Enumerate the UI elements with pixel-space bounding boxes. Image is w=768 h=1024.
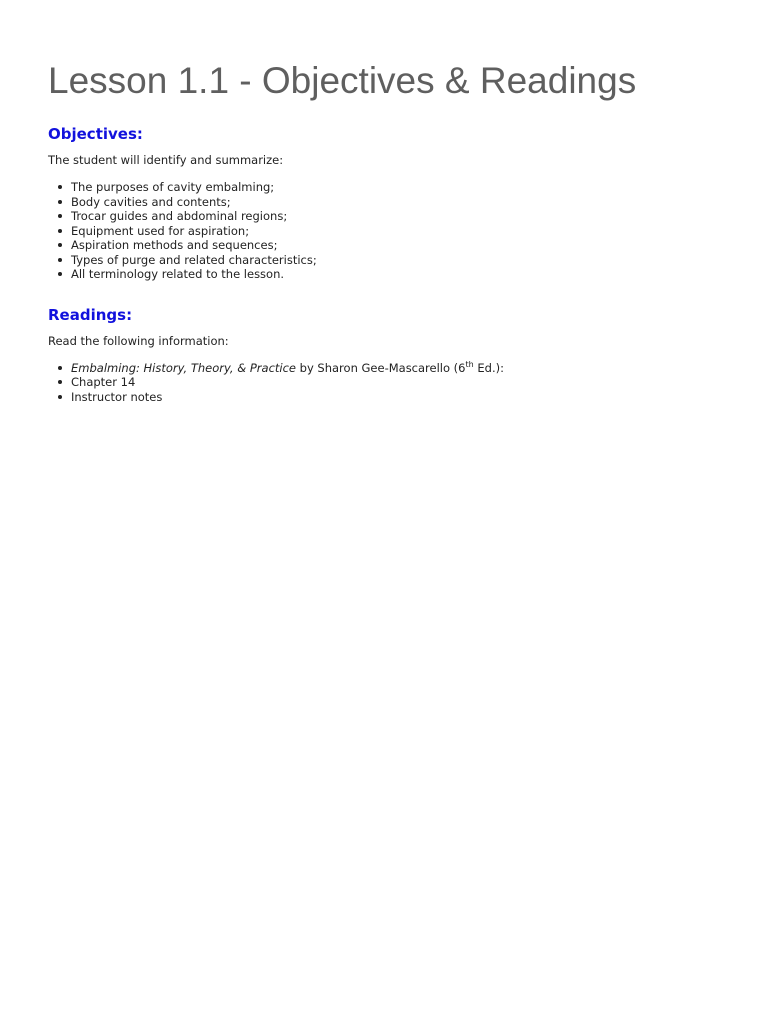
book-title: Embalming: History, Theory, & Practice: [71, 360, 296, 375]
objectives-heading: Objectives:: [48, 125, 143, 143]
bullet-icon: [58, 229, 62, 233]
book-author: by Sharon Gee-Mascarello (6: [296, 360, 466, 375]
objective-text: All terminology related to the lesson.: [71, 267, 285, 281]
objectives-list: [48, 180, 728, 282]
edition-close: Ed.):: [473, 360, 504, 375]
bullet-icon: [58, 258, 62, 262]
readings-heading: Readings:: [48, 305, 133, 324]
objective-item: [48, 253, 728, 268]
reading-item: [48, 390, 728, 405]
bullet-icon: [58, 214, 62, 218]
page-title: Lesson 1.1 - Objectives & Readings: [48, 60, 637, 101]
readings-list: [48, 361, 728, 405]
reading-text: Chapter 14: [71, 375, 136, 389]
objective-item: [48, 195, 728, 210]
objective-text: Types of purge and related characteristics;: [71, 252, 317, 267]
bullet-icon: [58, 380, 62, 384]
bullet-icon: [58, 200, 62, 204]
bullet-icon: [58, 366, 62, 370]
objective-item: [48, 238, 728, 253]
objective-text: Equipment used for aspiration;: [71, 223, 250, 238]
reading-item-book: [48, 361, 728, 376]
bullet-icon: [58, 243, 62, 247]
reading-item: [48, 375, 728, 390]
objectives-intro: The student will identify and summarize:: [48, 153, 284, 167]
objective-text: Body cavities and contents;: [71, 194, 231, 209]
objective-text: Aspiration methods and sequences;: [71, 238, 278, 252]
objective-item: [48, 209, 728, 224]
document-page: [48, 58, 728, 404]
objective-text: The purposes of cavity embalming;: [71, 180, 275, 194]
objective-item: [48, 267, 728, 282]
bullet-icon: [58, 272, 62, 276]
bullet-icon: [58, 395, 62, 399]
bullet-icon: [58, 185, 62, 189]
readings-intro: Read the following information:: [48, 333, 229, 348]
reading-text: Instructor notes: [71, 389, 163, 404]
objective-item: [48, 180, 728, 195]
objective-item: [48, 224, 728, 239]
objective-text: Trocar guides and abdominal regions;: [71, 209, 288, 223]
edition-ordinal: th: [465, 359, 474, 369]
